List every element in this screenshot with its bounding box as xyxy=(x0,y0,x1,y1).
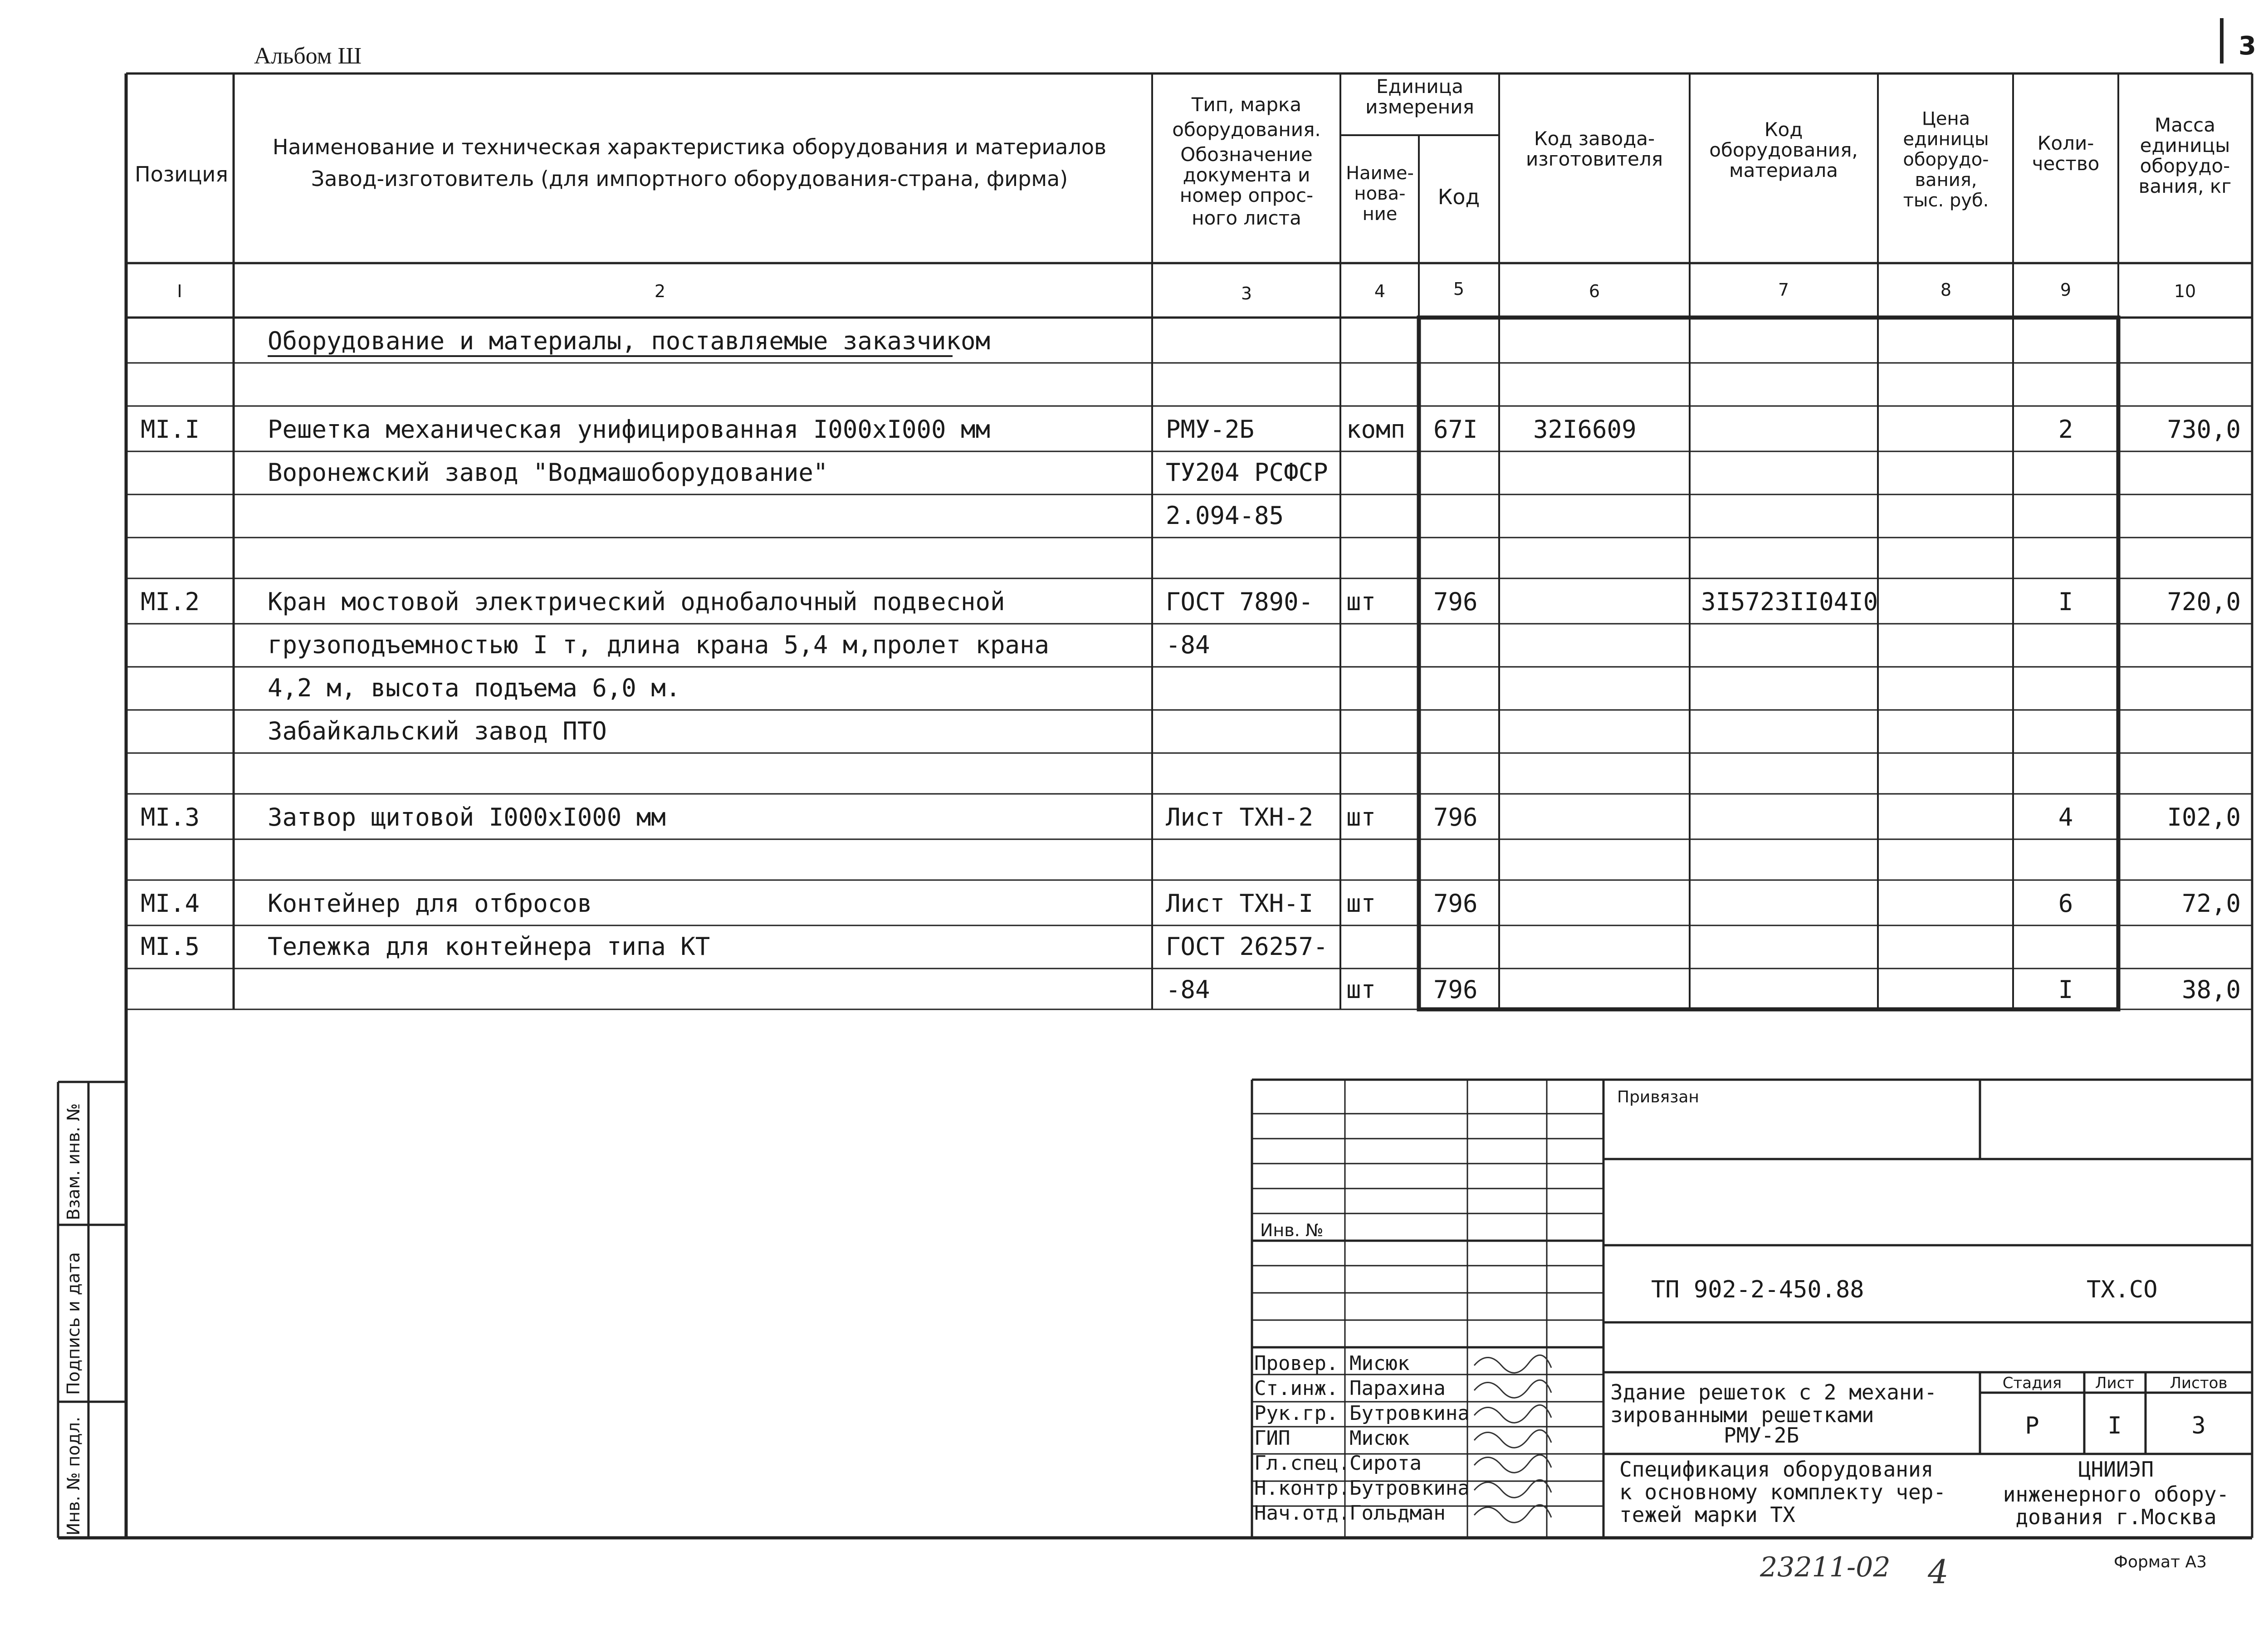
side-label-podpis: Подпись и дата xyxy=(64,1252,83,1395)
cell-equip: 3I5723II04I0 xyxy=(1701,587,1878,616)
col-num-10: 10 xyxy=(2174,281,2196,301)
cell-name: Решетка механическая унифицированная I000хI000 мм xyxy=(268,415,991,444)
signer-name: Бутровкина xyxy=(1349,1402,1470,1425)
signer-role: Гл.спец. xyxy=(1254,1452,1350,1475)
signer-row xyxy=(1254,1352,1551,1375)
col-header-type-4: документа и xyxy=(1183,164,1310,186)
cell-type: 2.094-85 xyxy=(1166,501,1284,530)
doc-code: ТП 902-2-450.88 xyxy=(1651,1276,1864,1303)
signature-mark xyxy=(1474,1480,1551,1497)
col-header-type: Тип, марка xyxy=(1191,93,1302,116)
col-num-7: 7 xyxy=(1778,280,1789,300)
table-row xyxy=(268,717,607,745)
cell-code: 67I xyxy=(1433,415,1478,444)
signer-row xyxy=(1254,1427,1551,1450)
col-num-1: I xyxy=(177,281,182,301)
side-label-inv-podl: Инв. № подл. xyxy=(64,1416,83,1536)
signature-mark xyxy=(1474,1380,1551,1398)
col-header-unit-code: Код xyxy=(1437,185,1480,209)
sheet-label: Лист xyxy=(2095,1374,2135,1392)
table-row xyxy=(268,458,1328,487)
cell-qty: I xyxy=(2058,587,2073,616)
signature-mark xyxy=(1474,1405,1551,1423)
cell-name: Затвор щитовой I000хI000 мм xyxy=(268,803,666,832)
privyazan-label: Привязан xyxy=(1617,1088,1699,1106)
table-row xyxy=(141,932,1328,961)
signer-role: ГИП xyxy=(1254,1427,1290,1450)
building-line2: зированными решетками xyxy=(1610,1403,1874,1427)
signer-row xyxy=(1254,1477,1551,1500)
col-header-type-6: ного листа xyxy=(1192,207,1301,229)
cell-unit: комп xyxy=(1346,415,1406,444)
spec-line2: к основному комплекту чер- xyxy=(1619,1480,1946,1504)
cell-qty: 6 xyxy=(2058,889,2073,918)
col-header-qty-2: чество xyxy=(2032,152,2100,175)
cell-code: 796 xyxy=(1433,889,1478,918)
cell-type: -84 xyxy=(1166,631,1210,659)
cell-code: 796 xyxy=(1433,975,1478,1004)
col-header-unit-name-2: нова- xyxy=(1354,183,1406,204)
col-header-unit-name-3: ние xyxy=(1362,204,1398,225)
cell-name: Кран мостовой электрический однобалочный подвесной xyxy=(268,587,1005,616)
page-number: 3 xyxy=(2239,31,2256,61)
signer-role: Провер. xyxy=(1254,1352,1339,1375)
col-header-price-4: вания, xyxy=(1915,170,1977,191)
col-header-mass-3: оборудо- xyxy=(2140,155,2230,177)
cell-name: Воронежский завод "Водмашоборудование" xyxy=(268,458,828,487)
building-line1: Здание решеток с 2 механи- xyxy=(1610,1380,1937,1404)
col-header-mass: Масса xyxy=(2155,114,2215,136)
cell-name: Тележка для контейнера типа КТ xyxy=(268,932,710,961)
signer-role: Ст.инж. xyxy=(1254,1377,1339,1400)
cell-pos: MI.5 xyxy=(141,932,200,961)
spec-table-body xyxy=(141,327,2241,1004)
col-header-equip-code-3: материала xyxy=(1729,159,1838,181)
col-header-type-2: оборудования. xyxy=(1172,118,1321,141)
cell-name: Оборудование и материалы, поставляемые заказчиком xyxy=(268,327,991,355)
album-label: Альбом Ш xyxy=(254,43,362,69)
signer-role: Рук.гр. xyxy=(1254,1402,1339,1425)
side-label-vzam: Взам. инв. № xyxy=(64,1103,83,1220)
col-header-name-line2: Завод-изготовитель (для импортного оборудования-страна, фирма) xyxy=(311,166,1068,191)
signer-row xyxy=(1254,1377,1551,1400)
col-num-3: 3 xyxy=(1241,284,1252,303)
cell-mass: 38,0 xyxy=(2181,975,2241,1004)
signer-row xyxy=(1254,1452,1551,1475)
col-header-unit-group-2: измерения xyxy=(1365,96,1474,118)
col-header-position: Позиция xyxy=(135,162,228,186)
cell-unit: шт xyxy=(1346,587,1376,616)
cell-pos: MI.2 xyxy=(141,587,200,616)
col-header-factory-code: Код завода- xyxy=(1534,127,1655,150)
sheets-value: 3 xyxy=(2191,1412,2206,1439)
cell-pos: MI.3 xyxy=(141,803,200,832)
signature-mark xyxy=(1474,1355,1551,1373)
table-row xyxy=(1166,501,1284,530)
col-num-8: 8 xyxy=(1940,280,1952,300)
col-header-qty: Коли- xyxy=(2037,132,2094,154)
cell-mass: 730,0 xyxy=(2167,415,2241,444)
stage-value: Р xyxy=(2025,1412,2039,1439)
cell-name: Забайкальский завод ПТО xyxy=(268,717,607,745)
cell-type: РМУ-2Б xyxy=(1166,415,1255,444)
col-header-type-3: Обозначение xyxy=(1180,143,1313,166)
col-header-unit-name: Наиме- xyxy=(1346,163,1414,184)
col-header-price-2: единицы xyxy=(1903,129,1989,150)
col-header-mass-2: единицы xyxy=(2140,134,2230,157)
table-row xyxy=(268,674,680,702)
cell-qty: 2 xyxy=(2058,415,2073,444)
inv-no-label: Инв. № xyxy=(1260,1220,1324,1240)
cell-code: 796 xyxy=(1433,803,1478,832)
cell-name: Контейнер для отбросов xyxy=(268,889,592,918)
col-header-equip-code-2: оборудования, xyxy=(1709,139,1858,161)
table-row xyxy=(268,327,990,355)
building-line3: РМУ-2Б xyxy=(1724,1423,1799,1448)
col-header-price-3: оборудо- xyxy=(1903,149,1989,170)
table-row xyxy=(141,889,2241,918)
col-num-2: 2 xyxy=(654,281,666,301)
col-header-factory-code-2: изготовителя xyxy=(1525,148,1663,170)
format-label: Формат А3 xyxy=(2114,1553,2207,1571)
cell-qty: 4 xyxy=(2058,803,2073,832)
org-line3: дования г.Москва xyxy=(2015,1505,2217,1529)
table-row xyxy=(141,415,2241,444)
org-line2: инженерного обору- xyxy=(2003,1482,2229,1507)
spec-line3: тежей марки ТХ xyxy=(1619,1502,1795,1527)
signer-row xyxy=(1254,1402,1551,1425)
table-row xyxy=(1166,975,2241,1004)
signer-name: Мисюк xyxy=(1349,1352,1410,1375)
col-num-9: 9 xyxy=(2060,280,2072,300)
col-header-equip-code: Код xyxy=(1764,118,1803,141)
signer-name: Гольдман xyxy=(1349,1502,1446,1525)
table-row xyxy=(268,631,1210,659)
doc-mark: ТХ.СО xyxy=(2087,1276,2158,1303)
signer-role: Н.контр. xyxy=(1254,1477,1350,1500)
cell-name: 4,2 м, высота подъема 6,0 м. xyxy=(268,674,681,702)
archive-number: 23211-02 xyxy=(1760,1551,1891,1583)
cell-mass: 72,0 xyxy=(2181,889,2241,918)
cell-type: Лист ТХН-I xyxy=(1166,889,1314,918)
cell-unit: шт xyxy=(1346,803,1376,832)
cell-mass: I02,0 xyxy=(2167,803,2241,832)
cell-type: ГОСТ 26257- xyxy=(1166,932,1328,961)
col-header-mass-4: вания, кг xyxy=(2138,175,2232,197)
org-line1: ЦНИИЭП xyxy=(2078,1457,2154,1482)
cell-type: Лист ТХН-2 xyxy=(1166,803,1314,832)
cell-unit: шт xyxy=(1346,889,1376,918)
signers-list xyxy=(1254,1352,1551,1525)
signature-mark xyxy=(1474,1430,1551,1448)
signer-name: Мисюк xyxy=(1349,1427,1410,1450)
col-num-4: 4 xyxy=(1374,281,1386,301)
spec-line1: Спецификация оборудования xyxy=(1619,1457,1934,1482)
signer-name: Сирота xyxy=(1349,1452,1422,1475)
cell-factory: 32I6609 xyxy=(1533,415,1637,444)
signature-mark xyxy=(1474,1455,1551,1473)
cell-type: ТУ204 РСФСР xyxy=(1166,458,1328,487)
cell-qty: I xyxy=(2058,975,2073,1004)
signer-name: Бутровкина xyxy=(1349,1477,1470,1500)
cell-type: ГОСТ 7890- xyxy=(1166,587,1314,616)
sheet-value: I xyxy=(2107,1412,2122,1439)
cell-type: -84 xyxy=(1166,975,1210,1004)
signer-name: Парахина xyxy=(1349,1377,1446,1400)
col-header-price-5: тыс. руб. xyxy=(1903,190,1989,211)
cell-mass: 720,0 xyxy=(2167,587,2241,616)
col-header-type-5: номер опрос- xyxy=(1179,184,1314,206)
col-header-unit-group: Единица xyxy=(1376,75,1463,98)
cell-unit: шт xyxy=(1346,975,1376,1004)
col-num-5: 5 xyxy=(1453,279,1465,299)
cell-pos: MI.4 xyxy=(141,889,200,918)
table-row xyxy=(141,587,2241,616)
col-header-name: Наименование и техническая характеристика оборудования и материалов xyxy=(272,135,1107,159)
table-row xyxy=(141,803,2241,832)
archive-sheet: 4 xyxy=(1928,1553,1949,1591)
signature-mark xyxy=(1474,1505,1551,1522)
col-header-price: Цена xyxy=(1921,108,1970,129)
col-num-6: 6 xyxy=(1589,281,1600,301)
cell-code: 796 xyxy=(1433,587,1478,616)
signer-role: Нач.отд. xyxy=(1254,1502,1350,1525)
cell-name: грузоподъемностью I т, длина крана 5,4 м,пролет крана xyxy=(268,631,1050,659)
sheets-label: Листов xyxy=(2170,1374,2228,1392)
signer-row xyxy=(1254,1502,1551,1525)
stage-label: Стадия xyxy=(2002,1374,2062,1392)
cell-pos: MI.I xyxy=(141,415,200,444)
